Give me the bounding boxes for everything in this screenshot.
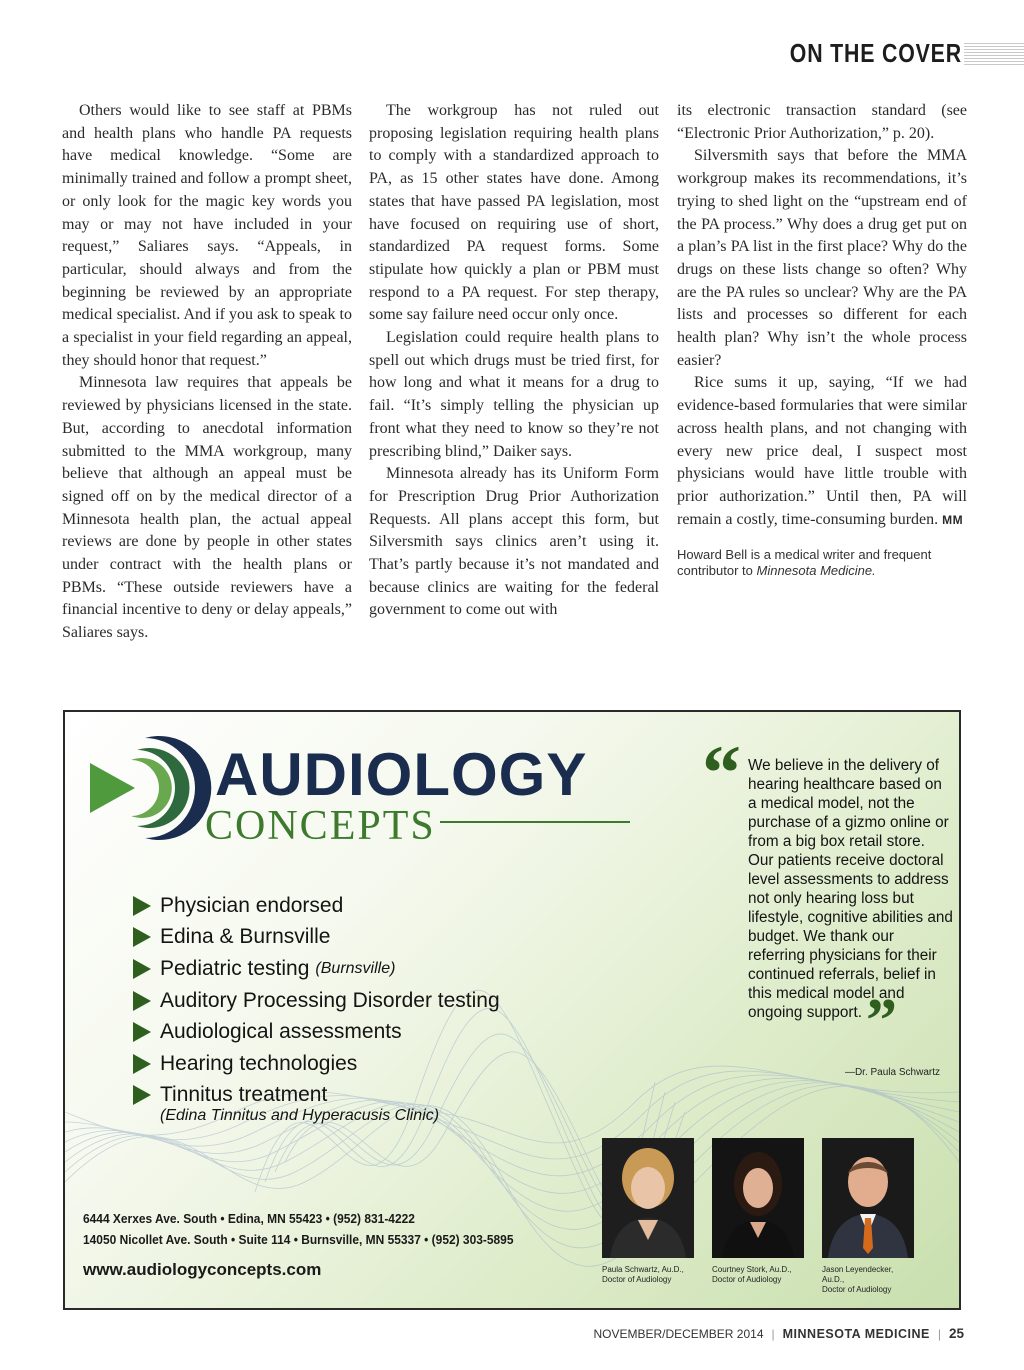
- paragraph: Silversmith says that before the MMA workgroup makes its recommendations, it’s trying to shed light on the “upstream end of the PA process.” Why does a drug get put on a plan’s PA list in the first place? Why do the drugs on these lists change so often? Why are the PA rules so unclear? Why are the PA lists and processes so different for each health plan? Why isn’t the whole process easier?: [677, 147, 967, 369]
- feature-item: [133, 953, 500, 985]
- website-url: www.audiologyconcepts.com: [83, 1260, 322, 1279]
- arrow-bullet-icon: [133, 991, 151, 1011]
- magazine-name: MINNESOTA MEDICINE: [782, 1326, 930, 1341]
- feature-label: Audiological assessments: [160, 1020, 402, 1044]
- article-column-1: [62, 100, 352, 645]
- header-stripes-decoration: [964, 43, 1024, 65]
- staff-title: Doctor of Audiology: [822, 1285, 892, 1294]
- feature-item: [133, 890, 500, 922]
- feature-item: [133, 985, 500, 1017]
- paragraph: Others would like to see staff at PBMs and health plans who handle PA requests have medical knowledge. “Some are minimally trained and follow a prompt sheet, or only look for the magic key words you may or may not have included in your request,” Saliares says. “Appeals, in particular, should always and from the beginning be reviewed by an appropriate medical specialist. And if you ask to speak to a specialist in your field regarding an appeal, they should honor that request.”: [62, 102, 352, 369]
- page-footer: [593, 1326, 964, 1341]
- feature-label: Tinnitus treatment: [160, 1083, 328, 1107]
- feature-item: [133, 922, 500, 954]
- audiology-advertisement: [63, 710, 961, 1310]
- staff-card: [822, 1138, 914, 1295]
- staff-card: [712, 1138, 804, 1285]
- article-column-3: [677, 100, 967, 579]
- feature-label: Hearing technologies: [160, 1051, 358, 1075]
- arrow-bullet-icon: [133, 896, 151, 916]
- author-bio: [677, 547, 967, 579]
- bio-publication: Minnesota Medicine.: [756, 563, 876, 579]
- page-number: 25: [948, 1326, 964, 1341]
- paragraph: Minnesota already has its Uniform Form for Prescription Drug Prior Authorization Requests. All plans accept this form, but Silversmith says clinics aren’t using it. That’s partly because it’s not mandated and because clinics are waiting for the federal government to come out with: [369, 465, 659, 619]
- staff-title: Doctor of Audiology: [712, 1275, 782, 1284]
- arrow-bullet-icon: [133, 1054, 151, 1074]
- arrow-bullet-icon: [133, 927, 151, 947]
- staff-name: Jason Leyendecker, Au.D.,: [822, 1265, 894, 1284]
- open-quote-icon: “: [702, 729, 741, 816]
- feature-note: (Burnsville): [315, 959, 396, 977]
- end-mark: MM: [942, 512, 964, 527]
- feature-subnote: (Edina Tinnitus and Hyperacusis Clinic): [160, 1107, 440, 1125]
- address-block: [83, 1208, 513, 1250]
- arrow-bullet-icon: [133, 1022, 151, 1042]
- feature-item: [133, 1048, 500, 1080]
- testimonial-quote: [748, 756, 953, 1055]
- paragraph: Legislation could require health plans to spell out which drugs must be tried first, for how long and what it means for a drug to fail. “It’s simply telling the physician up front what they need to know so they’re not prescribing blind,” Daiker says.: [369, 329, 659, 460]
- quote-text: We believe in the delivery of hearing healthcare based on a medical model, not the purchase of a gizmo online or from a big box retail store. Our patients receive doctoral level assessments to address not only hearing loss but lifestyle, cognitive abilities and budget. We thank our referring physicians for their continued referrals, belief in this medical model and ongoing support.: [748, 757, 953, 1021]
- staff-photo-avatar: [712, 1138, 804, 1258]
- feature-label: Physician endorsed: [160, 893, 344, 917]
- footer-divider: |: [937, 1326, 941, 1341]
- article-column-2: [369, 100, 659, 622]
- staff-name: Courtney Stork, Au.D.,: [712, 1265, 792, 1274]
- logo-rule: [440, 821, 630, 823]
- paragraph: Minnesota law requires that appeals be reviewed by physicians licensed in the state. But, according to anecdotal information submitted to the MMA workgroup, many believe that although an appeal must be signed off on by the medical director of a Minnesota health plan, the actual appeal reviews are done by people in other states under contract with the health plans or PBMs. “These outside reviewers have a financial incentive to deny or delay appeals,” Saliares says.: [62, 374, 352, 642]
- paragraph-text: Rice sums it up, saying, “If we had evidence-based formularies that were similar across health plans, and not changing with every new price deal, I suspect most physicians would have little trouble with prior authorization.” Until then, PA will remain a costly, time-consuming burden.: [677, 374, 967, 528]
- close-quote-icon: ”: [865, 987, 897, 1055]
- paragraph: The workgroup has not ruled out proposing legislation requiring health plans to comply with a standardized approach to PA, as 15 other states have done. Among states that have passed PA legislation, most have focused on requiring use of short, standardized PA request forms. Some stipulate how quickly a plan or PBM must respond to a PA request. For step therapy, some say failure need occur only once.: [369, 102, 659, 324]
- quote-attribution: —Dr. Paula Schwartz: [844, 1067, 940, 1078]
- bio-text: Howard Bell is a medical writer and frequent contributor to: [677, 547, 932, 579]
- issue-date: NOVEMBER/DECEMBER 2014: [593, 1326, 764, 1341]
- feature-item: [133, 1016, 500, 1048]
- feature-label: Pediatric testing: [160, 956, 310, 980]
- staff-card: [602, 1138, 694, 1285]
- arrow-bullet-icon: [133, 1085, 151, 1105]
- feature-list: [133, 890, 500, 1125]
- staff-photo-avatar: [822, 1138, 914, 1258]
- arrow-bullet-icon: [133, 959, 151, 979]
- paragraph-continuation: its electronic transaction standard (see “Electronic Prior Authorization,” p. 20).: [677, 102, 967, 142]
- staff-photo-avatar: [602, 1138, 694, 1258]
- paragraph: [677, 372, 967, 531]
- address-burnsville: 14050 Nicollet Ave. South • Suite 114 • Burnsville, MN 55337 • (952) 303-5895: [83, 1232, 514, 1247]
- logo-wordmark-top: AUDIOLOGY: [215, 741, 588, 808]
- footer-divider: |: [771, 1326, 775, 1341]
- logo-wordmark-bottom: CONCEPTS: [205, 803, 436, 849]
- address-edina: 6444 Xerxes Ave. South • Edina, MN 55423 • (952) 831-4222: [83, 1211, 415, 1226]
- section-title: ON THE COVER: [789, 38, 962, 68]
- feature-label: Edina & Burnsville: [160, 925, 331, 949]
- feature-label: Auditory Processing Disorder testing: [160, 988, 500, 1012]
- staff-name: Paula Schwartz, Au.D.,: [602, 1265, 684, 1274]
- staff-title: Doctor of Audiology: [602, 1275, 672, 1284]
